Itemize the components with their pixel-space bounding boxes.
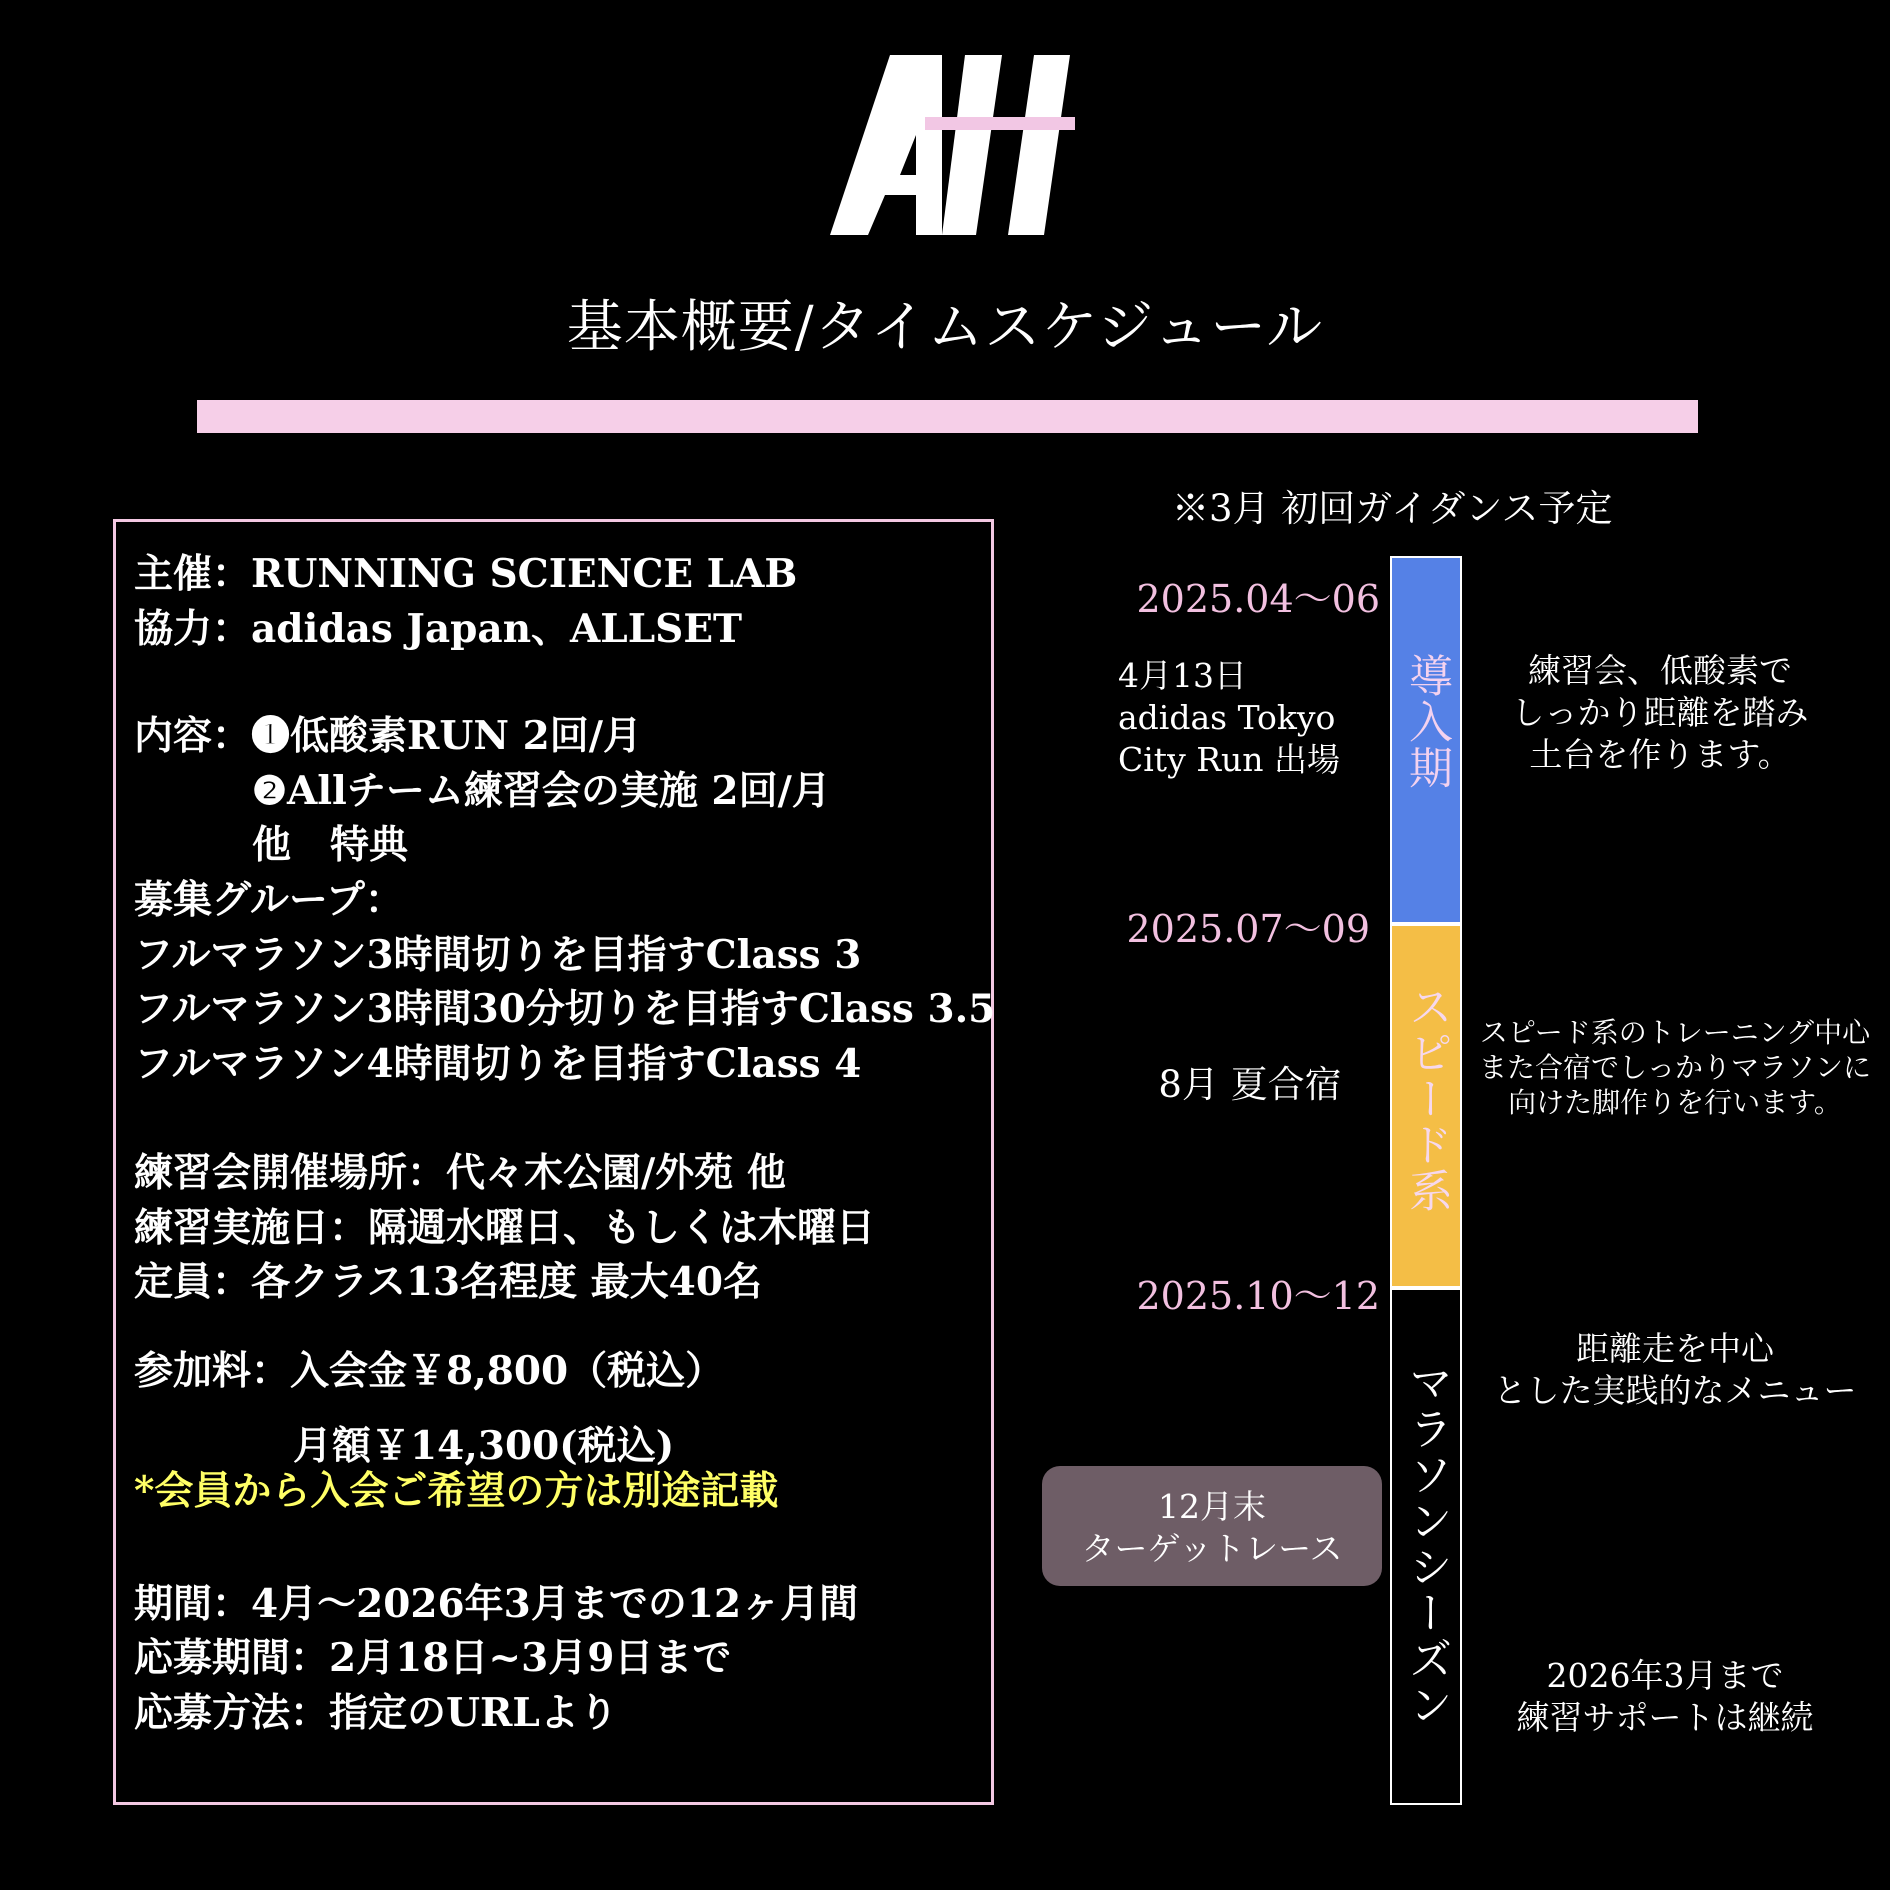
group-class-3-5: フルマラソン3時間30分切りを目指すClass 3.5 <box>134 986 996 1032</box>
phase-bar-marathon <box>1390 1288 1462 1805</box>
period: 期間：4月〜2026年3月までの12ヶ月間 <box>134 1581 859 1627</box>
phase-bar-speed <box>1390 924 1462 1288</box>
group-class-3: フルマラソン3時間切りを目指すClass 3 <box>134 932 862 978</box>
phase-label-speed: スピード系 <box>1401 984 1452 1214</box>
group-class-4: フルマラソン4時間切りを目指すClass 4 <box>134 1041 862 1087</box>
practice-day: 練習実施日：隔週水曜日、もしくは木曜日 <box>134 1205 876 1251</box>
monthly-fee: 月額￥14,300(税込) <box>293 1423 675 1469</box>
phase-desc-speed: スピード系のトレーニング中心 また合宿でしっかりマラソンに 向けた脚作りを行います。 <box>1478 1016 1871 1119</box>
phase-desc-intro: 練習会、低酸素で しっかり距離を踏み 土台を作ります。 <box>1511 651 1809 774</box>
application-method: 応募方法：指定のURLより <box>134 1690 618 1736</box>
phase-label-intro: 導入期 <box>1401 653 1452 791</box>
phase-bar-intro <box>1390 556 1462 924</box>
phase-desc-marathon: 距離走を中心 とした実践的なメニュー <box>1493 1329 1857 1410</box>
page-title: 基本概要/タイムスケジュール <box>566 295 1324 360</box>
application-period: 応募期間：2月18日~3月9日まで <box>134 1635 732 1681</box>
event-tokyo-city-run: 4月13日 adidas Tokyo City Run 出場 <box>1118 656 1341 779</box>
date-range-3: 2025.10〜12 <box>1136 1274 1380 1318</box>
title-divider <box>197 400 1698 433</box>
date-range-1: 2025.04〜06 <box>1136 577 1380 621</box>
capacity: 定員：各クラス13名程度 最大40名 <box>134 1259 762 1305</box>
guidance-note: ※3月 初回ガイダンス予定 <box>1172 487 1613 530</box>
cooperation: 協力：adidas Japan、ALLSET <box>134 606 743 652</box>
support-continues-note: 2026年3月まで 練習サポートは継続 <box>1516 1656 1814 1737</box>
content-3: 他 特典 <box>252 822 409 868</box>
all-logo <box>830 55 1090 240</box>
groups-heading: 募集グループ： <box>134 877 404 923</box>
phase-label-marathon: マラソンシーズン <box>1401 1360 1452 1728</box>
date-range-2: 2025.07〜09 <box>1126 907 1370 951</box>
organizer: 主催：RUNNING SCIENCE LAB <box>134 551 798 597</box>
target-race-label: 12月末 ターゲットレース <box>1081 1487 1343 1568</box>
entry-fee: 参加料：入会金￥8,800（税込） <box>134 1348 725 1394</box>
member-note: *会員から入会ご希望の方は別途記載 <box>134 1468 779 1514</box>
event-summer-camp: 8月 夏合宿 <box>1158 1063 1342 1106</box>
content-2: ❷Allチーム練習会の実施 2回/月 <box>252 768 831 814</box>
content-1: 内容：❶低酸素RUN 2回/月 <box>134 713 643 759</box>
venue: 練習会開催場所：代々木公園/外苑 他 <box>134 1150 786 1196</box>
